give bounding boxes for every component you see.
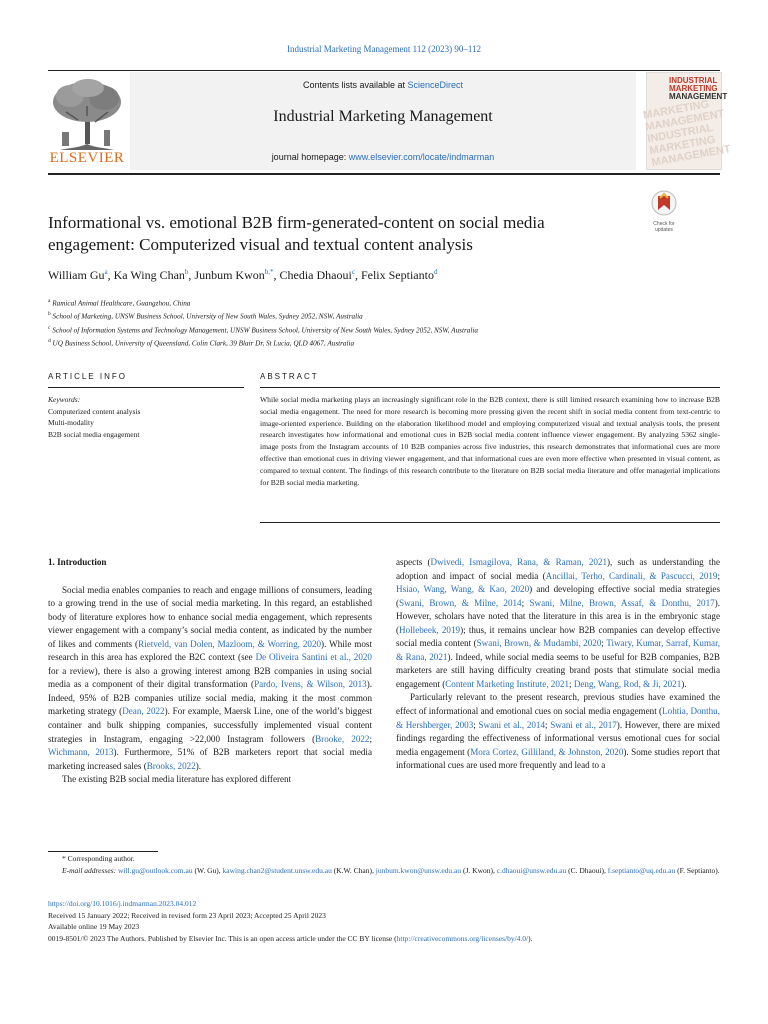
affiliation-text: UQ Business School, University of Queensland, Colin Clark, 39 Blair Dr, St Lucia, QLD 4067, Australia bbox=[52, 339, 355, 348]
affiliation-item bbox=[48, 296, 728, 309]
journal-reference[interactable]: Industrial Marketing Management 112 (2023) 90–112 bbox=[286, 44, 482, 54]
paragraph-text: ). However, there are mixed findings regarding the effectiveness of informational versus emotional cues for social media engagement ( bbox=[396, 719, 720, 757]
footnote bbox=[48, 853, 720, 877]
affiliation-text: Ramical Animal Healthcare, Guangzhou, China bbox=[52, 299, 191, 308]
paragraph-text: ; bbox=[369, 733, 372, 744]
author-list: William Gu$^a$, Ka Wing Chan$^b$, Junbum Kwon$^{b,*}$, Chedia Dhaoui$^c$, Felix Septianto$^d$ bbox=[48, 268, 438, 282]
author-name[interactable]: Junbum Kwon bbox=[194, 268, 265, 282]
abstract-bottom-rule bbox=[260, 522, 720, 523]
affiliation-item bbox=[48, 323, 728, 336]
cover-title-line: MARKETING bbox=[669, 84, 718, 93]
abstract-heading: ABSTRACT bbox=[260, 372, 319, 381]
author-name[interactable]: Ka Wing Chan bbox=[113, 268, 185, 282]
affiliation-text: School of Marketing, UNSW Business School, University of New South Wales, Sydney 2052, NSW, Australia bbox=[52, 312, 363, 321]
author-affiliation-mark[interactable]: a bbox=[104, 268, 108, 276]
abstract-rule bbox=[260, 387, 720, 388]
affiliation-text: School of Information Systems and Technology Management, UNSW Business School, University of New South Wales, Sydney 2052, NSW, Australia bbox=[52, 326, 478, 335]
journal-cover-thumbnail[interactable] bbox=[642, 72, 732, 170]
citation-link[interactable]: Pardo, Ivens, & Wilson, 2013 bbox=[254, 679, 367, 690]
citation-link[interactable]: Mora Cortez, Gilliland, & Johnston, 2020 bbox=[470, 746, 624, 757]
paragraph-text: ; bbox=[521, 597, 530, 608]
author-affiliation-mark[interactable]: b,* bbox=[264, 268, 274, 276]
online-date: Available online 19 May 2023 bbox=[48, 922, 140, 932]
citation-link[interactable]: Hsiao, Wang, Wang, & Kao, 2020 bbox=[396, 584, 530, 595]
citation-link[interactable]: Swani et al., 2014 bbox=[478, 719, 546, 730]
email-link[interactable]: will.gu@outlook.com.au bbox=[117, 866, 193, 875]
license-suffix: ). bbox=[528, 933, 533, 943]
citation-link[interactable]: Swani, Brown, & Mudambi, 2020 bbox=[476, 638, 602, 649]
keyword-item: Computerized content analysis bbox=[48, 406, 141, 416]
paragraph-text: ). Indeed, while social media seems to be useful for B2B companies, B2B marketers are still having difficulty creating brand posts that stimulate social media engagement ( bbox=[396, 651, 720, 689]
affiliation-list bbox=[48, 296, 728, 350]
keywords-block bbox=[48, 394, 244, 440]
citation-link[interactable]: Tiwary, Kumar, Sarraf, Kumar, & Rana, 2021 bbox=[396, 638, 721, 662]
body-paragraph bbox=[48, 584, 372, 774]
paragraph-text: ). bbox=[681, 678, 687, 689]
paragraph-text: for a review), there is also a growing interest among B2B companies in using social media as a component of their digital transformation ( bbox=[48, 665, 372, 690]
journal-homepage bbox=[130, 152, 636, 162]
author-name[interactable]: Chedia Dhaoui bbox=[279, 268, 352, 282]
paragraph-text: ). For example, Maersk Line, one of the world’s biggest container and bulk shipping companies, successfully implemented visual content strategies in Instagram, engaging >22,000 Instagram followers ( bbox=[48, 706, 373, 744]
keyword-item: Multi-modality bbox=[48, 418, 94, 427]
paragraph-text: ). While most research in this area has explored the B2C context (see bbox=[48, 638, 372, 663]
license-prefix: 0019-8501/© 2023 The Authors. Published by Elsevier Inc. This is an open access article under the CC BY license ( bbox=[48, 933, 397, 943]
header-top-rule bbox=[48, 70, 720, 71]
email-owner: (K.W. Chan), bbox=[331, 866, 376, 875]
license-statement bbox=[48, 933, 728, 945]
check-updates-icon bbox=[648, 190, 680, 216]
paragraph-text: ; bbox=[601, 638, 607, 649]
paragraph-text: ; bbox=[717, 570, 720, 581]
author-affiliation-mark[interactable]: c bbox=[351, 268, 355, 276]
keyword-item: B2B social media engagement bbox=[48, 429, 140, 439]
citation-link[interactable]: Brooke, 2022 bbox=[315, 733, 370, 744]
right-paragraphs bbox=[396, 556, 720, 773]
citation-link[interactable]: Swani, Milne, Brown, Assaf, & Donthu, 2017 bbox=[529, 597, 715, 608]
paragraph-text: ); thus, it remains unclear how B2B companies can develop effective social media content ( bbox=[396, 624, 720, 649]
email-owner: (J. Kwon), bbox=[461, 866, 497, 875]
body-column-left bbox=[48, 556, 372, 787]
author-name[interactable]: Felix Septianto bbox=[360, 268, 434, 282]
citation-link[interactable]: Content Marketing Institute, 2021 bbox=[445, 678, 569, 689]
journal-title: Industrial Marketing Management bbox=[273, 108, 493, 125]
paragraph-text: ). However, scholars have noted that the literature in this area is in the embryonic stage ( bbox=[396, 597, 720, 635]
email-link[interactable]: f.septianto@uq.edu.au bbox=[607, 866, 676, 875]
body-column-right bbox=[396, 556, 720, 773]
paragraph-text: ) and developing effective social media strategies ( bbox=[396, 584, 720, 608]
affiliation-mark: a bbox=[48, 298, 51, 304]
affiliation-mark: d bbox=[48, 338, 51, 345]
homepage-link[interactable]: www.elsevier.com/locate/indmarman bbox=[348, 152, 495, 162]
cover-title-line: MANAGEMENT bbox=[669, 92, 728, 101]
cover-title bbox=[647, 73, 728, 101]
paragraph-text: ). Furthermore, 51% of B2B marketers report that social media marketing increased sales ( bbox=[48, 747, 372, 771]
affiliation-mark: c bbox=[48, 324, 51, 331]
article-info-heading: ARTICLE INFO bbox=[48, 372, 127, 381]
body-paragraph bbox=[396, 556, 720, 691]
check-updates-label: Check for bbox=[653, 221, 675, 227]
citation-link[interactable]: Brooks, 2022 bbox=[146, 760, 196, 771]
cover-background-pattern: MARKETING MANAGEMENT INDUSTRIAL MARKETING MANAGEMENT bbox=[642, 98, 732, 169]
citation-link[interactable]: Rietveld, van Dolen, Mazloom, & Worring, 2020 bbox=[138, 638, 322, 649]
citation-link[interactable]: Lohtia, Donthu, & Hershberger, 2003 bbox=[396, 706, 720, 730]
paragraph-text: ), such as understanding the adoption and impact of social media ( bbox=[396, 557, 721, 581]
abstract-text: While social media marketing plays an increasingly significant role in the B2B context, there is still limited research examining how to increase B2B social media engagement. The need for more research is becoming more pressing given the recent shift in social media content from text-centric to image-oriented experience. Building on the elaboration likelihood model and employing computerized visual and textual analysis tools, the present research investigates how informational and emotional cues in B2B social media content influence viewer engagement. By analyzing 5362 single-image posts from the Instagram accounts of 10 B2B companies across five industries, this research demonstrates that informational cues are more effective than emotional cues in driving viewer engagement, and that informational cues are even more effective when presented in visual content, as compared to textual content. The findings of this research contribute to the literature on B2B social media literature and offer managerial implications for B2B social media marketing. bbox=[260, 395, 720, 487]
contents-prefix: Contents lists available at bbox=[302, 80, 408, 90]
affiliation-item bbox=[48, 336, 728, 349]
doi-link[interactable]: https://doi.org/10.1016/j.indmarman.2023.04.012 bbox=[48, 899, 197, 908]
email-addresses bbox=[48, 865, 720, 877]
received-dates: Received 15 January 2022; Received in revised form 23 April 2023; Accepted 25 April 2023 bbox=[48, 910, 326, 920]
footnote-rule bbox=[48, 851, 158, 852]
section-heading-introduction: 1. Introduction bbox=[48, 557, 107, 567]
citation-link[interactable]: Wichmann, 2013 bbox=[48, 747, 114, 758]
check-for-updates-badge[interactable] bbox=[648, 190, 680, 233]
publication-info bbox=[48, 898, 728, 944]
article-info-rule bbox=[48, 387, 244, 388]
paragraph-text: ). Some studies report that informational cues are used more frequently and lead to a bbox=[396, 746, 720, 771]
contents-availability bbox=[130, 80, 636, 90]
paragraph-text: ). bbox=[195, 760, 202, 771]
paragraph-text: ; bbox=[545, 719, 551, 730]
paragraph-text: The existing B2B social media literature has explored different bbox=[62, 774, 292, 785]
email-link[interactable]: kawing.chan2@student.unsw.edu.au bbox=[222, 866, 332, 875]
check-updates-label: updates bbox=[655, 227, 673, 233]
affiliation-mark: b bbox=[48, 311, 51, 318]
author-affiliation-mark[interactable]: b bbox=[184, 268, 189, 276]
citation-link[interactable]: Swani et al., 2017 bbox=[550, 719, 617, 730]
citation-link[interactable]: Deng, Wang, Rod, & Ji, 2021 bbox=[573, 678, 682, 689]
body-paragraph bbox=[48, 773, 372, 787]
email-label: E-mail addresses: bbox=[62, 866, 117, 875]
citation-link[interactable]: De Oliveira Santini et al., 2020 bbox=[255, 652, 372, 663]
author-affiliation-mark[interactable]: d bbox=[433, 268, 438, 276]
paper-title: Informational vs. emotional B2B firm-generated-content on social media engagement: Computerized visual and textual content analysis bbox=[48, 213, 545, 254]
paragraph-text: ; bbox=[569, 678, 574, 689]
email-link[interactable]: c.dhaoui@unsw.edu.au bbox=[496, 866, 567, 875]
body-paragraph bbox=[396, 691, 720, 772]
email-owner: (C. Dhaoui), bbox=[566, 866, 608, 875]
paragraph-text: aspects ( bbox=[396, 557, 431, 567]
citation-link[interactable]: Dean, 2022 bbox=[122, 706, 165, 717]
paragraph-text: Social media enables companies to reach and engage millions of consumers, leading to a growing trend in the use of social media marketing. In this regard, an established body of literature explores how to enhance social media engagement, which represents viewer engagement with a company’s social media content, as indicated by the number of likes and comments ( bbox=[48, 584, 372, 649]
header-bottom-rule bbox=[48, 173, 720, 175]
citation-link[interactable]: Hollebeek, 2019 bbox=[399, 624, 461, 635]
elsevier-wordmark: ELSEVIER bbox=[49, 150, 125, 166]
citation-link[interactable]: Ancillai, Terho, Cardinali, & Pascucci, 2019 bbox=[545, 570, 718, 581]
citation-link[interactable]: Dwivedi, Ismagilova, Rana, & Raman, 2021 bbox=[430, 557, 608, 567]
citation-link[interactable]: Swani, Brown, & Milne, 2014 bbox=[399, 597, 522, 608]
paragraph-text: Particularly relevant to the present research, previous studies have examined the effect of informational and emotional cues on social media engagement ( bbox=[396, 692, 720, 717]
corresponding-author-note: * Corresponding author. bbox=[62, 854, 135, 863]
left-paragraphs bbox=[48, 584, 372, 787]
sciencedirect-link[interactable]: ScienceDirect bbox=[407, 80, 464, 90]
homepage-prefix: journal homepage: bbox=[271, 152, 349, 162]
email-link[interactable]: junbum.kwon@unsw.edu.au bbox=[375, 866, 462, 875]
paragraph-text: ). Indeed, 95% of B2B companies utilize social media, making it the most common marketing strategy ( bbox=[48, 679, 372, 717]
email-owner: (F. Septianto). bbox=[675, 866, 720, 875]
email-owner: (W. Gu), bbox=[192, 866, 223, 875]
paragraph-text: ; bbox=[473, 719, 479, 730]
author-name[interactable]: William Gu bbox=[48, 268, 105, 282]
cover-title-line: INDUSTRIAL bbox=[669, 76, 718, 85]
license-link[interactable]: http://creativecommons.org/licenses/by/4.0/ bbox=[396, 933, 529, 943]
affiliation-item bbox=[48, 309, 728, 322]
keywords-label: Keywords: bbox=[48, 395, 81, 404]
